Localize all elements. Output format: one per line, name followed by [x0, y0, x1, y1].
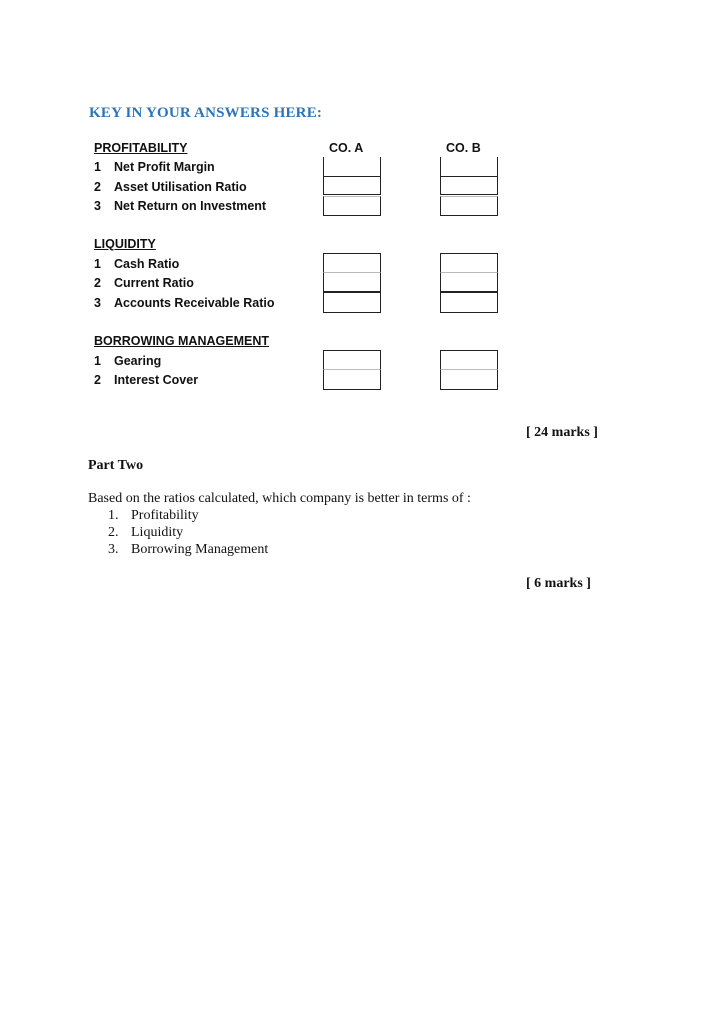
answer-box-profitability-net-profit-margin-co-a[interactable] [323, 157, 381, 177]
answers-heading: KEY IN YOUR ANSWERS HERE: [89, 105, 323, 121]
list-item: 2. Liquidity [108, 525, 184, 540]
answer-box-profitability-net-return-co-b[interactable] [440, 196, 498, 216]
column-header-co-b: CO. B [446, 141, 481, 155]
list-item: 1 Gearing [94, 354, 162, 368]
list-item: 2 Asset Utilisation Ratio [94, 180, 247, 194]
answer-box-profitability-asset-utilisation-co-b[interactable] [440, 176, 498, 195]
answer-box-liquidity-accounts-receivable-co-a[interactable] [323, 292, 381, 313]
section-title-borrowing-management: BORROWING MANAGEMENT [94, 334, 269, 348]
list-item: 3 Net Return on Investment [94, 199, 267, 213]
list-item: 3. Borrowing Management [108, 542, 269, 557]
answer-box-borrowing-interest-cover-co-a[interactable] [323, 369, 381, 390]
part-two-title: Part Two [88, 458, 144, 473]
answer-box-profitability-net-profit-margin-co-b[interactable] [440, 157, 498, 177]
list-item: 1 Net Profit Margin [94, 160, 215, 174]
answer-box-liquidity-cash-ratio-co-b[interactable] [440, 253, 498, 273]
marks-part-two: [ 6 marks ] [526, 576, 591, 591]
answer-box-borrowing-gearing-co-a[interactable] [323, 350, 381, 370]
answer-box-profitability-asset-utilisation-co-a[interactable] [323, 176, 381, 195]
answer-box-borrowing-interest-cover-co-b[interactable] [440, 369, 498, 390]
list-item: 1 Cash Ratio [94, 257, 180, 271]
answer-box-liquidity-current-ratio-co-a[interactable] [323, 272, 381, 292]
part-two-question: Based on the ratios calculated, which company is better in terms of : [88, 491, 471, 506]
answer-box-liquidity-cash-ratio-co-a[interactable] [323, 253, 381, 273]
list-item: 1. Profitability [108, 508, 199, 523]
answer-box-liquidity-current-ratio-co-b[interactable] [440, 272, 498, 292]
list-item: 2 Interest Cover [94, 373, 199, 387]
answer-box-profitability-net-return-co-a[interactable] [323, 196, 381, 216]
marks-part-one: [ 24 marks ] [526, 425, 598, 440]
section-title-liquidity: LIQUIDITY [94, 237, 156, 251]
list-item: 2 Current Ratio [94, 276, 194, 290]
answer-box-borrowing-gearing-co-b[interactable] [440, 350, 498, 370]
answer-box-liquidity-accounts-receivable-co-b[interactable] [440, 292, 498, 313]
section-title-profitability: PROFITABILITY [94, 141, 188, 155]
column-header-co-a: CO. A [329, 141, 364, 155]
list-item: 3 Accounts Receivable Ratio [94, 296, 275, 310]
